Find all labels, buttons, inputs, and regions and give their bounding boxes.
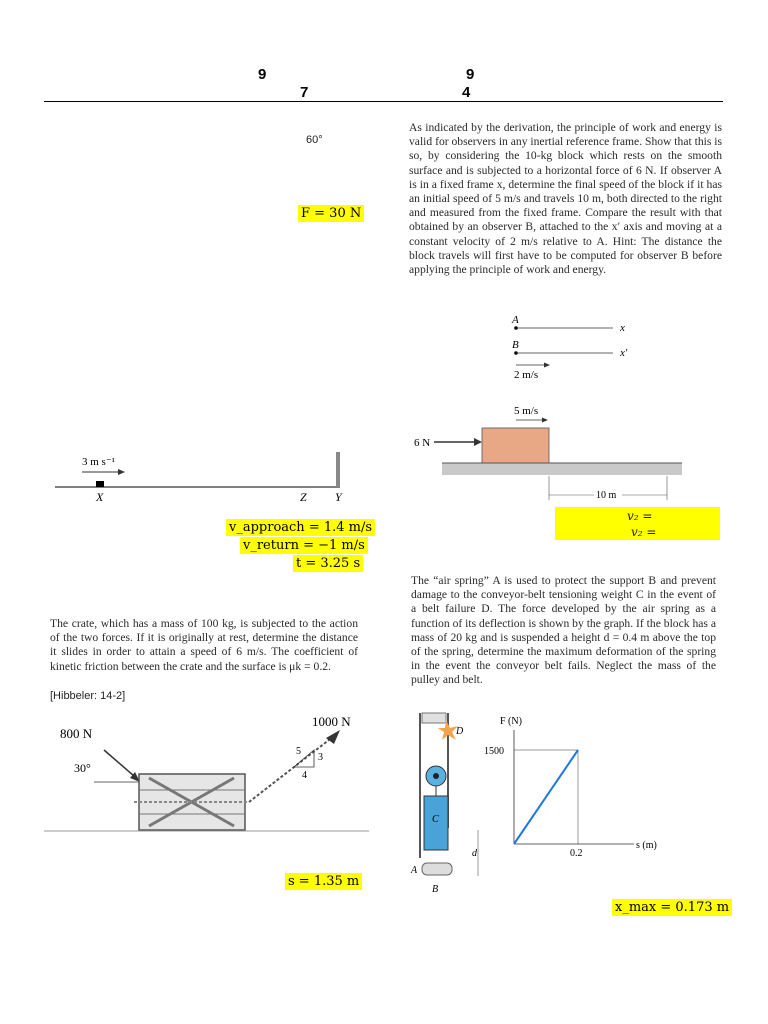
q4-force-label: 6 N <box>414 437 431 449</box>
q3-slope-4: 4 <box>302 770 307 781</box>
q3-force1-label: 800 N <box>60 726 93 741</box>
q4-answer-1: v₂ = <box>627 509 653 523</box>
q5-answer: x_max = 0.173 m <box>612 899 732 916</box>
header-rule <box>44 101 723 102</box>
q3-slope-3: 3 <box>318 752 323 763</box>
q2-particle <box>96 481 104 487</box>
q3-text: The crate, which has a mass of 100 kg, is subjected to the action of the two forces. If it is originally at rest, determine the distance it slides in order to attain a speed of 6 m/s. The coefficient of kinetic friction between the crate and the surface is μk = 0.2. <box>50 617 358 673</box>
q5-belt <box>422 713 446 723</box>
q2-arrowhead <box>118 469 125 475</box>
q4-text: As indicated by the derivation, the principle of work and energy is valid for observers in any inertial reference frame. Show that this is so, by considering the 10-kg block which rests on the smooth surface and is subjected to a horizontal force of 6 N. If observer A is in a fixed frame x, determine the final speed of the block if it has an initial speed of 5 m/s and travels 10 m, both directed to the right and measured from the fixed frame. Compare the result with that obtained by an observer B, attached to the x′ axis and moving at a constant velocity of 2 m/s relative to A. Hint: The distance the block travels will first have to be computed for observer B before applying the principle of work and energy. <box>409 121 722 277</box>
q2-speed-label: 3 m s⁻¹ <box>82 456 115 468</box>
q3-force2-arrowhead <box>326 730 340 744</box>
q4-vel-block-arrowhead <box>542 418 548 423</box>
q5-graph-xtick: 0.2 <box>570 848 583 859</box>
q4-answer-2: v₂ = <box>631 525 657 539</box>
q5-text: The “air spring” A is used to protect the support B and prevent damage to the conveyor-belt tensioning weight C in the event of a belt failure D. The force developed by the air spring as a function of its deflection is shown by the graph. If the block has a mass of 20 kg and is suspended a height d = 0.4 m above the top of the spring, determine the maximum deformation of the spring in the event the conveyor belt fails. Neglect the mass of the pulley and belt. <box>411 574 716 687</box>
q2-diagram <box>50 440 370 510</box>
q5-graph-line <box>514 750 578 844</box>
header-left-top: 9 <box>258 66 267 83</box>
q2-answer-1: v_approach = 1.4 m/s <box>226 519 375 536</box>
q3-reference: [Hibbeler: 14-2] <box>50 690 126 702</box>
q4-axis-x-label: x <box>620 322 625 334</box>
header-right-top: 9 <box>466 66 475 83</box>
q2-answer-3: t = 3.25 s <box>293 555 363 572</box>
header-right-bottom: 4 <box>462 84 471 101</box>
q2-wall <box>336 452 340 487</box>
q4-distance-label: 10 m <box>596 490 617 501</box>
q5-graph-ytick: 1500 <box>484 746 504 757</box>
q5-air-spring <box>422 863 452 875</box>
q5-label-dist: d <box>472 848 477 859</box>
q1-angle: 60° <box>306 134 323 146</box>
q4-block <box>482 428 549 463</box>
q3-diagram <box>44 712 369 842</box>
q3-force1-arrow <box>104 750 134 776</box>
q4-vel-b-label: 2 m/s <box>514 369 539 381</box>
header-left-bottom: 7 <box>300 84 309 101</box>
q5-label-c: C <box>432 814 439 825</box>
q5-graph-xlabel: s (m) <box>636 840 657 851</box>
q3-answer: s = 1.35 m <box>285 873 362 890</box>
q5-pulley-hub <box>433 773 439 779</box>
q2-point-y: Y <box>335 490 342 504</box>
q4-vel-block-label: 5 m/s <box>514 405 539 417</box>
q4-force-arrowhead <box>474 438 482 446</box>
q3-slope-5: 5 <box>296 746 301 757</box>
q5-label-d: D <box>456 726 464 737</box>
q4-vel-b-arrowhead <box>544 363 550 368</box>
q4-ground <box>442 463 682 475</box>
q3-force2-rope <box>249 736 334 802</box>
q1-answer: F = 30 N <box>298 205 364 222</box>
q2-point-x: X <box>96 490 104 504</box>
q4-label-a: A <box>512 314 519 326</box>
q5-diagram <box>408 708 718 898</box>
q4-diagram <box>408 308 720 508</box>
q5-label-b: B <box>432 884 439 895</box>
q5-label-a: A <box>411 865 418 876</box>
q2-point-z: Z <box>300 490 307 504</box>
q2-answer-2: v_return = −1 m/s <box>240 537 368 554</box>
q3-angle-label: 30° <box>74 761 91 775</box>
q5-graph-ylabel: F (N) <box>500 716 522 727</box>
q3-force2-label: 1000 N <box>312 714 351 729</box>
q4-label-b: B <box>512 339 519 351</box>
q4-axis-xp-label: x′ <box>620 347 628 359</box>
